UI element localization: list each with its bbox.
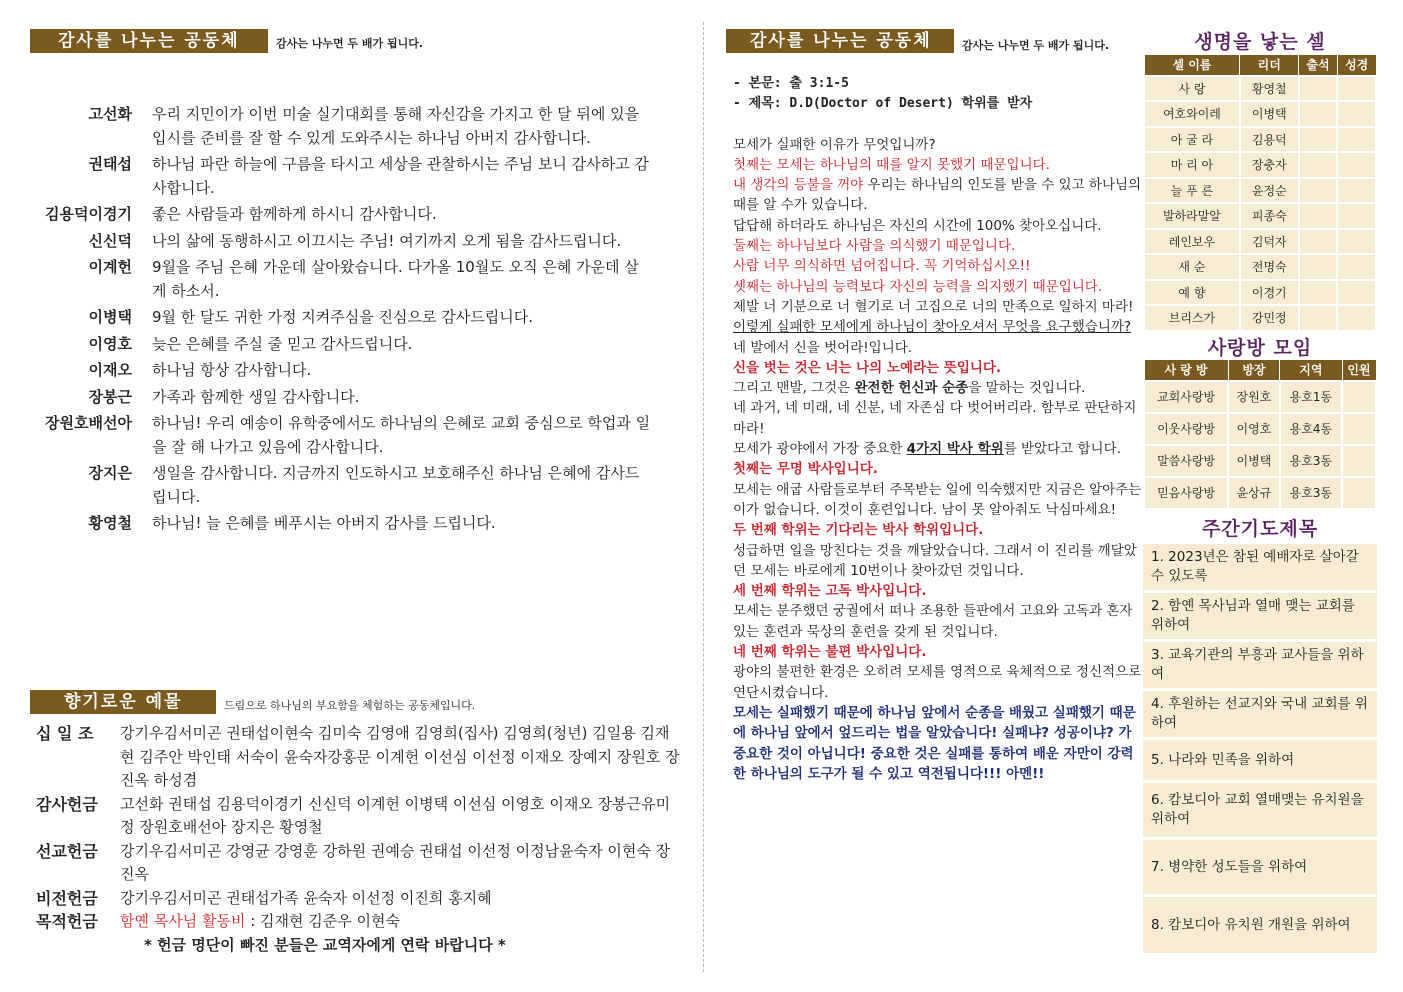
sermon-p6: 사람 너무 의식하면 넘어집니다. 꼭 기억하십시오!! — [733, 258, 1031, 275]
table-cell: 강민정 — [1240, 305, 1299, 331]
thanks-name: 장원호배선아 — [45, 414, 132, 432]
offering-names: 강기우김서미곤 강영균 강영훈 강하원 권예승 권태섭 이선정 이정남윤숙자 이현숙 장진옥 — [120, 841, 671, 883]
thanks-row — [30, 512, 670, 536]
sermon-p12c: 을 말하는 것입니다. — [968, 380, 1086, 397]
sermon-p10: 네 발에서 신을 벗어라!입니다. — [733, 339, 913, 356]
sermon-note: 감사는 나누면 두 배가 됩니다. — [962, 39, 1110, 52]
table-row — [1144, 413, 1376, 445]
sermon-p14c: 를 받았다고 합니다. — [1003, 441, 1121, 458]
sermon-p12b: 완전한 헌신과 순종 — [854, 380, 969, 397]
table-row — [1144, 229, 1376, 255]
table-cell: 아 굴 라 — [1144, 127, 1240, 153]
table-cell — [1337, 152, 1376, 178]
prayer-title: 주간기도제목 — [1201, 518, 1319, 540]
page-divider — [703, 22, 704, 972]
thanks-message: 늦은 은혜를 주실 줄 믿고 감사드립니다. — [152, 334, 413, 353]
sermon-p11: 신을 벗는 것은 너는 나의 노예라는 뜻입니다. — [733, 359, 1002, 376]
thanks-message: 우리 지민이가 이번 미술 실기대회를 통해 자신감을 가지고 한 달 뒤에 있을 입시를 준비를 잘 할 수 있게 도와주시는 하나님 아버지 감사합니다. — [152, 105, 640, 147]
thanks-name: 김용덕이경기 — [45, 205, 132, 223]
offering-row — [36, 722, 686, 793]
table-row — [1144, 127, 1376, 153]
table-cell: 김용덕 — [1240, 127, 1299, 153]
table-cell: 용호3동 — [1280, 477, 1342, 509]
table-cell — [1337, 305, 1376, 331]
table-cell: 용호4동 — [1280, 413, 1342, 445]
table-cell: 용호1동 — [1280, 381, 1342, 413]
table-header: 셀 이름 — [1144, 55, 1240, 76]
offering-row — [36, 887, 686, 911]
thanks-row — [30, 230, 670, 254]
offering-row — [36, 840, 686, 887]
sermon-p7: 셋째는 하나님의 능력보다 자신의 능력을 의지했기 때문입니다. — [733, 278, 1103, 295]
table-cell — [1337, 127, 1376, 153]
prayer-item: 3. 교육기관의 부흥과 교사들을 위하여 — [1143, 642, 1377, 688]
thanks-name: 신신덕 — [88, 231, 132, 250]
table-header: 성경 — [1337, 55, 1376, 76]
thanks-message: 하나님 항상 감사합니다. — [152, 361, 312, 379]
prayer-item: 6. 캄보디아 교회 열매맺는 유치원을 위하여 — [1143, 783, 1377, 837]
table-cell: 브리스가 — [1144, 305, 1240, 331]
table-row — [1144, 254, 1376, 280]
table-header: 방장 — [1228, 360, 1280, 381]
table-cell: 이웃사랑방 — [1144, 413, 1228, 445]
table-cell — [1299, 101, 1338, 127]
sermon-p17: 두 번째 학위는 기다리는 박사 학위입니다. — [733, 522, 984, 539]
thanks-row — [30, 412, 670, 459]
table-cell: 새 순 — [1144, 254, 1240, 280]
cell-title: 생명을 낳는 셀 — [1194, 31, 1326, 53]
cell-table — [1143, 54, 1377, 332]
offering-label: 감사헌금 — [36, 794, 98, 814]
thanks-name: 이계헌 — [88, 258, 132, 276]
sermon-scripture: - 본문: 출 3:1-5 — [733, 76, 849, 91]
room-table — [1143, 359, 1377, 510]
sermon-p15: 첫째는 무명 박사입니다. — [733, 461, 878, 478]
sermon-p3 — [733, 175, 1143, 216]
thanks-row — [30, 359, 670, 383]
table-row — [1144, 280, 1376, 306]
table-cell: 김덕자 — [1240, 229, 1299, 255]
prayer-list — [1143, 544, 1377, 956]
prayer-item: 1. 2023년은 참된 예배자로 살아갈 수 있도록 — [1143, 544, 1377, 590]
table-cell — [1337, 229, 1376, 255]
sermon-title: - 제목: D.D(Doctor of Desert) 학위를 받자 — [733, 96, 1033, 112]
purpose-red-text: 함옌 목사님 활동비 — [120, 912, 246, 930]
thanks-message: 9월을 주님 은혜 가운데 살아왔습니다. 다가올 10월도 오직 은혜 가운데 살게 하소서. — [152, 258, 639, 300]
offering-header: 향기로운 예물 — [30, 690, 216, 714]
table-cell — [1299, 178, 1338, 204]
table-header: 지역 — [1280, 360, 1342, 381]
sermon-body — [733, 74, 1143, 784]
offering-list — [36, 722, 686, 956]
table-cell: 사 랑 — [1144, 76, 1240, 102]
thanks-name: 황영철 — [88, 514, 132, 532]
table-cell — [1299, 152, 1338, 178]
sermon-p16: 모세는 애굽 사람들로부터 주목받는 일에 익숙했지만 지금은 알아주는 이가 없습니다. 이것이 훈련입니다. 남이 못 알아줘도 낙심마세요! — [733, 481, 1142, 518]
thanks-name: 고선화 — [88, 105, 132, 123]
sermon-p23: 모세는 실패했기 때문에 하나님 앞에서 순종을 배웠고 실패했기 때문에 하나님 앞에서 엎드리는 법을 알았습니다! 실패냐? 성공이냐? 가 중요한 것이 아닙니다! 중요한 것은 실패를 통하여 배운 자만이 강력한 하나님의 도구가 될 수 있고 역전됩니다!!! 아멘!! — [733, 704, 1136, 782]
sermon-p4: 답답해 하더라도 하나님은 자신의 시간에 100% 찾아오십니다. — [733, 217, 1102, 234]
table-cell: 예 향 — [1144, 280, 1240, 306]
thanks-row — [30, 306, 670, 330]
offering-names: 강기우김서미곤 권태섭가족 윤숙자 이선정 이진희 홍지혜 — [120, 888, 492, 907]
sermon-p14 — [733, 439, 1143, 459]
table-row — [1144, 101, 1376, 127]
sermon-header: 감사를 나누는 공동체 — [726, 29, 954, 53]
table-row — [1144, 381, 1376, 413]
table-cell: 마 리 아 — [1144, 152, 1240, 178]
thanks-name: 이재오 — [88, 361, 132, 379]
table-cell: 믿음사랑방 — [1144, 477, 1228, 509]
table-cell: 레인보우 — [1144, 229, 1240, 255]
table-cell: 장원호 — [1228, 381, 1280, 413]
sermon-p12 — [733, 378, 1143, 398]
thanks-row — [30, 203, 670, 227]
purpose-offering-row — [36, 910, 686, 934]
table-row — [1144, 477, 1376, 509]
table-cell: 피종숙 — [1240, 203, 1299, 229]
sermon-p3-red: 내 생각의 등불을 꺼야 — [733, 177, 864, 194]
table-header: 출석 — [1299, 55, 1338, 76]
prayer-item: 8. 캄보디아 유치원 개원을 위하여 — [1143, 897, 1377, 953]
offering-label: 비전헌금 — [36, 888, 98, 908]
table-cell — [1299, 254, 1338, 280]
sermon-p8: 제발 너 기분으로 너 혈기로 너 고집으로 너의 만족으로 일하지 마라! — [733, 298, 1134, 315]
table-cell — [1337, 280, 1376, 306]
thanks-row — [30, 256, 670, 303]
thanks-row — [30, 153, 670, 200]
thanks-message: 하나님! 우리 예송이 유학중에서도 하나님의 은혜로 교회 중심으로 학업과 일을 잘 해 나가고 있음에 감사합니다. — [152, 414, 651, 456]
offering-names: 강기우김서미곤 권태섭이현숙 김미숙 김영애 김영희(집사) 김영희(청년) 김일용 김재현 김주안 박인태 서숙이 윤숙자강홍문 이계헌 이선심 이선정 이재오 장예지 장원호 장진옥 하성겸 — [120, 724, 680, 789]
table-cell: 황영철 — [1240, 76, 1299, 102]
prayer-item: 4. 후원하는 선교지와 국내 교회를 위하여 — [1143, 691, 1377, 737]
sermon-p1: 모세가 실패한 이유가 무엇입니까? — [733, 136, 936, 153]
offering-label: 선교헌금 — [36, 841, 98, 861]
sermon-p2: 첫째는 모세는 하나님의 때를 알지 못했기 때문입니다. — [733, 156, 1050, 173]
table-cell: 용호3동 — [1280, 445, 1342, 477]
table-row — [1144, 152, 1376, 178]
sermon-p9: 이렇게 실패한 모세에게 하나님이 찾아오셔서 무엇을 요구했습니까? — [733, 319, 1132, 336]
table-cell — [1337, 76, 1376, 102]
table-cell — [1337, 101, 1376, 127]
sermon-p20: 모세는 분주했던 궁궐에서 떠나 조용한 들판에서 고요와 고독과 혼자 있는 훈련과 묵상의 훈련을 갖게 된 것입니다. — [733, 603, 1133, 640]
room-title: 사랑방 모임 — [1207, 337, 1313, 359]
thanks-message: 하나님 파란 하늘에 구름을 타시고 세상을 관찰하시는 주님 보니 감사하고 감사합니다. — [152, 155, 649, 197]
table-cell: 교회사랑방 — [1144, 381, 1228, 413]
table-cell — [1342, 381, 1376, 413]
offering-note: 드림으로 하나님의 부요함을 체험하는 공동체입니다. — [224, 699, 476, 712]
thanks-note: 감사는 나누면 두 배가 됩니다. — [276, 37, 424, 50]
offering-names: 고선화 권태섭 김용덕이경기 신신덕 이계헌 이병택 이선심 이영호 이재오 장봉근유미정 장원호배선아 장지은 황영철 — [120, 794, 671, 836]
offering-label: 십 일 조 — [36, 724, 94, 743]
table-cell — [1299, 127, 1338, 153]
thanks-name: 이영호 — [88, 334, 132, 353]
thanks-message: 가족과 함께한 생일 감사합니다. — [152, 387, 360, 406]
thanks-name: 장봉근 — [88, 387, 132, 406]
table-cell: 발하라말알 — [1144, 203, 1240, 229]
table-row — [1144, 203, 1376, 229]
sermon-p19: 세 번째 학위는 고독 박사입니다. — [733, 583, 927, 600]
sermon-p21: 네 번째 학위는 불편 박사입니다. — [733, 644, 927, 661]
table-header: 사 랑 방 — [1144, 360, 1228, 381]
thanks-message: 생일을 감사합니다. 지금까지 인도하시고 보호해주신 하나님 은혜에 감사드립니다. — [152, 464, 640, 506]
table-cell: 이병택 — [1228, 445, 1280, 477]
table-header: 리더 — [1240, 55, 1299, 76]
thanks-list — [30, 103, 670, 539]
table-cell — [1299, 76, 1338, 102]
table-cell: 장충자 — [1240, 152, 1299, 178]
table-cell — [1337, 203, 1376, 229]
table-cell — [1299, 305, 1338, 331]
table-cell: 말씀사랑방 — [1144, 445, 1228, 477]
table-row — [1144, 76, 1376, 102]
thanks-row — [30, 386, 670, 410]
table-cell — [1337, 254, 1376, 280]
table-row — [1144, 178, 1376, 204]
prayer-item: 5. 나라와 민족을 위하여 — [1143, 740, 1377, 780]
table-cell: 이경기 — [1240, 280, 1299, 306]
thanks-row — [30, 103, 670, 150]
table-row — [1144, 445, 1376, 477]
sermon-p14a: 모세가 광야에서 가장 중요한 — [733, 441, 907, 458]
sermon-p5: 둘째는 하나님보다 사람을 의식했기 때문입니다. — [733, 238, 1016, 255]
table-cell — [1299, 280, 1338, 306]
offering-row — [36, 793, 686, 840]
table-cell: 이영호 — [1228, 413, 1280, 445]
thanks-name: 이병택 — [88, 308, 132, 326]
thanks-header: 감사를 나누는 공동체 — [30, 29, 268, 53]
table-cell: 윤정순 — [1240, 178, 1299, 204]
sermon-p13: 네 과거, 네 미래, 네 신분, 네 자존심 다 벗어버리라. 함부로 판단하지 마라! — [733, 400, 1137, 437]
thanks-message: 9월 한 달도 귀한 가정 지켜주심을 진심으로 감사드립니다. — [152, 308, 533, 326]
offering-label: 목적헌금 — [36, 912, 98, 931]
thanks-name: 장지은 — [88, 464, 132, 482]
thanks-row — [30, 462, 670, 509]
table-cell — [1342, 477, 1376, 509]
table-cell — [1299, 229, 1338, 255]
prayer-item: 7. 병약한 성도들을 위하여 — [1143, 840, 1377, 894]
purpose-names: : 김재현 김준우 이현숙 — [245, 912, 401, 930]
table-cell — [1342, 413, 1376, 445]
table-cell: 늘 푸 른 — [1144, 178, 1240, 204]
table-cell: 여호와이레 — [1144, 101, 1240, 127]
table-cell: 이병택 — [1240, 101, 1299, 127]
prayer-item: 2. 함옌 목사님과 열매 맺는 교회를 위하여 — [1143, 593, 1377, 639]
thanks-name: 권태섭 — [88, 155, 132, 173]
sermon-p18: 성급하면 일을 망친다는 것을 깨달았습니다. 그래서 이 진리를 깨달았던 모세는 바로에게 10번이나 찾아갔던 것입니다. — [733, 542, 1137, 579]
sermon-p3-rest: 우리는 하나님의 인도를 받을 수 있고 하나님의 때를 알 수가 있습니다. — [733, 177, 1142, 214]
table-cell — [1299, 203, 1338, 229]
thanks-message: 나의 삶에 동행하시고 이끄시는 주님! 여기까지 오게 됨을 감사드립니다. — [152, 231, 622, 250]
table-cell — [1337, 178, 1376, 204]
table-header: 인원 — [1342, 360, 1376, 381]
offering-footnote: * 헌금 명단이 빠진 분들은 교역자에게 연락 바랍니다 * — [144, 935, 506, 954]
thanks-message: 하나님! 늘 은혜를 베푸시는 아버지 감사를 드립니다. — [152, 514, 496, 532]
table-cell — [1342, 445, 1376, 477]
sermon-p14b: 4가지 박사 학위 — [906, 441, 1004, 458]
sermon-p22: 광야의 불편한 환경은 오히려 모세를 영적으로 육체적으로 정신적으로 연단시켰습니다. — [733, 664, 1142, 701]
offering-names — [120, 910, 680, 934]
table-header-row — [1144, 55, 1376, 76]
thanks-message: 좋은 사람들과 함께하게 하시니 감사합니다. — [152, 205, 437, 223]
table-cell: 전명숙 — [1240, 254, 1299, 280]
thanks-row — [30, 333, 670, 357]
table-row — [1144, 305, 1376, 331]
table-cell: 윤상규 — [1228, 477, 1280, 509]
table-header-row — [1144, 360, 1376, 381]
sermon-p12a: 그리고 맨발, 그것은 — [733, 380, 855, 397]
